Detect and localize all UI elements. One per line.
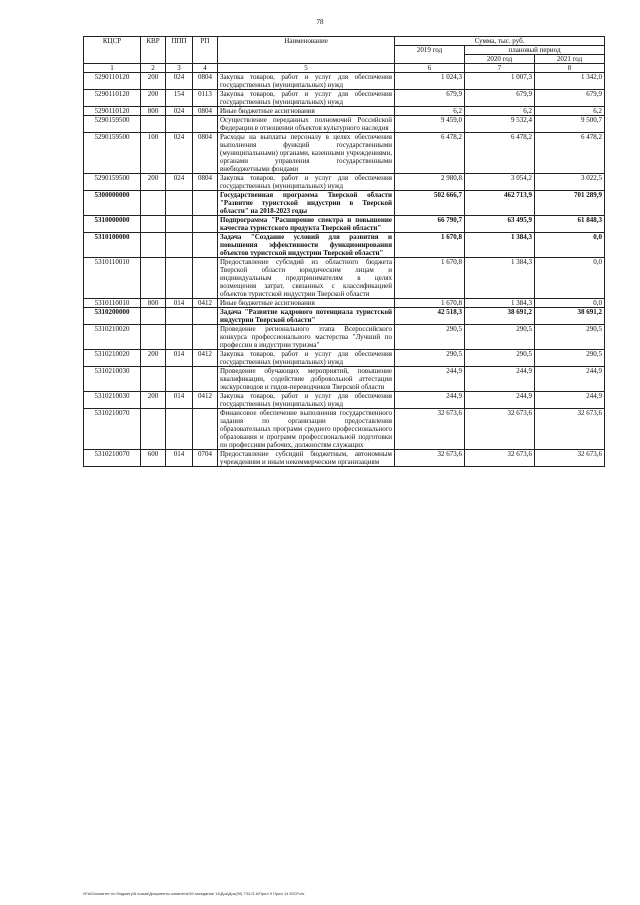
kvr-cell: 100 xyxy=(141,133,166,174)
amount-2021-cell: 679,9 xyxy=(535,90,605,107)
amount-2020-cell: 3 054,2 xyxy=(465,174,535,191)
table-row xyxy=(84,73,605,90)
table-row xyxy=(84,258,605,299)
ppp-cell xyxy=(166,216,193,233)
kcsr-cell: 5310100000 xyxy=(84,233,141,258)
rp-cell: 0113 xyxy=(193,90,218,107)
rp-cell: 0804 xyxy=(193,174,218,191)
amount-2021-cell: 0,0 xyxy=(535,299,605,308)
kvr-cell xyxy=(141,325,166,350)
kvr-cell xyxy=(141,367,166,392)
rp-cell xyxy=(193,216,218,233)
name-cell: Задача "Создание условий для развития и повышения эффективности функционирования объектов туристской индустрии Тверской области" xyxy=(218,233,395,258)
amount-2019-cell: 290,5 xyxy=(395,350,465,367)
rp-cell xyxy=(193,308,218,325)
table-row xyxy=(84,90,605,107)
kvr-cell: 200 xyxy=(141,350,166,367)
table-row xyxy=(84,350,605,367)
ppp-cell xyxy=(166,258,193,299)
name-cell: Проведение регионального этапа Всероссийского конкурса профессионального мастерства "Лучший по профессии в индустрии туризма" xyxy=(218,325,395,350)
amount-2019-cell: 1 670,8 xyxy=(395,233,465,258)
kcsr-cell: 5290110120 xyxy=(84,90,141,107)
kcsr-cell: 5310210030 xyxy=(84,392,141,409)
rp-cell xyxy=(193,325,218,350)
table-row xyxy=(84,409,605,450)
col-header-sum: Сумма, тыс. руб. xyxy=(395,37,605,46)
col-header-ppp: ППП xyxy=(166,37,193,64)
col-number: 8 xyxy=(535,64,605,73)
kvr-cell xyxy=(141,216,166,233)
kcsr-cell: 5310210070 xyxy=(84,409,141,450)
kvr-cell: 800 xyxy=(141,299,166,308)
col-header-2019: 2019 год xyxy=(395,46,465,64)
kcsr-cell: 5310110010 xyxy=(84,258,141,299)
amount-2019-cell: 290,5 xyxy=(395,325,465,350)
kvr-cell: 200 xyxy=(141,392,166,409)
kvr-cell: 200 xyxy=(141,174,166,191)
amount-2020-cell: 6 478,2 xyxy=(465,133,535,174)
kvr-cell: 600 xyxy=(141,450,166,467)
col-header-2021: 2021 год xyxy=(535,55,605,64)
table-row xyxy=(84,233,605,258)
budget-table xyxy=(83,36,605,467)
name-cell: Финансовое обеспечение выполнения государственного задания по организации предоставления образовательных программ среднего профессионального образования и программ профессиональной подготовки по профессиям рабочих, должностям служащих xyxy=(218,409,395,450)
amount-2019-cell: 502 666,7 xyxy=(395,191,465,216)
amount-2019-cell: 6,2 xyxy=(395,107,465,116)
ppp-cell xyxy=(166,191,193,216)
kcsr-cell: 5310200000 xyxy=(84,308,141,325)
rp-cell xyxy=(193,409,218,450)
amount-2019-cell: 32 673,6 xyxy=(395,409,465,450)
rp-cell: 0704 xyxy=(193,450,218,467)
amount-2019-cell: 2 980,8 xyxy=(395,174,465,191)
amount-2020-cell: 1 007,3 xyxy=(465,73,535,90)
kcsr-cell: 5310000000 xyxy=(84,216,141,233)
ppp-cell xyxy=(166,325,193,350)
name-cell: Иные бюджетные ассигнования xyxy=(218,107,395,116)
amount-2021-cell: 701 289,9 xyxy=(535,191,605,216)
rp-cell: 0804 xyxy=(193,107,218,116)
col-header-rp: РП xyxy=(193,37,218,64)
amount-2021-cell: 6,2 xyxy=(535,107,605,116)
name-cell: Предоставление субсидий бюджетным, автономным учреждениям и иным некоммерческим организациям xyxy=(218,450,395,467)
amount-2021-cell: 61 848,3 xyxy=(535,216,605,233)
col-number: 7 xyxy=(465,64,535,73)
col-header-kvr: КВР xyxy=(141,37,166,64)
kvr-cell: 800 xyxy=(141,107,166,116)
ppp-cell xyxy=(166,367,193,392)
amount-2020-cell: 462 713,9 xyxy=(465,191,535,216)
table-row xyxy=(84,107,605,116)
kcsr-cell: 5290110120 xyxy=(84,73,141,90)
ppp-cell: 024 xyxy=(166,107,193,116)
name-cell: Закупка товаров, работ и услуг для обеспечения государственных (муниципальных) нужд xyxy=(218,73,395,90)
ppp-cell: 014 xyxy=(166,392,193,409)
table-row xyxy=(84,133,605,174)
table-row xyxy=(84,308,605,325)
name-cell: Закупка товаров, работ и услуг для обеспечения государственных (муниципальных) нужд xyxy=(218,392,395,409)
amount-2020-cell: 63 495,9 xyxy=(465,216,535,233)
amount-2021-cell: 244,9 xyxy=(535,367,605,392)
table-row xyxy=(84,325,605,350)
col-number: 4 xyxy=(193,64,218,73)
kvr-cell xyxy=(141,191,166,216)
rp-cell xyxy=(193,367,218,392)
amount-2019-cell: 6 478,2 xyxy=(395,133,465,174)
table-row xyxy=(84,392,605,409)
amount-2020-cell: 244,9 xyxy=(465,367,535,392)
rp-cell: 0412 xyxy=(193,350,218,367)
amount-2021-cell: 0,0 xyxy=(535,258,605,299)
ppp-cell xyxy=(166,409,193,450)
col-header-name: Наименование xyxy=(218,37,395,64)
rp-cell: 0804 xyxy=(193,133,218,174)
amount-2019-cell: 679,9 xyxy=(395,90,465,107)
column-numbers-row xyxy=(84,64,605,73)
rp-cell xyxy=(193,191,218,216)
rp-cell: 0412 xyxy=(193,392,218,409)
amount-2021-cell: 1 342,0 xyxy=(535,73,605,90)
ppp-cell xyxy=(166,308,193,325)
amount-2021-cell: 6 478,2 xyxy=(535,133,605,174)
amount-2020-cell: 9 532,4 xyxy=(465,116,535,133)
table-row xyxy=(84,367,605,392)
table-row xyxy=(84,116,605,133)
kcsr-cell: 5310210070 xyxy=(84,450,141,467)
amount-2020-cell: 290,5 xyxy=(465,350,535,367)
amount-2020-cell: 244,9 xyxy=(465,392,535,409)
rp-cell xyxy=(193,258,218,299)
table-row xyxy=(84,299,605,308)
amount-2019-cell: 32 673,6 xyxy=(395,450,465,467)
name-cell: Закупка товаров, работ и услуг для обеспечения государственных (муниципальных) нужд xyxy=(218,350,395,367)
name-cell: Закупка товаров, работ и услуг для обеспечения государственных (муниципальных) нужд xyxy=(218,174,395,191)
amount-2019-cell: 244,9 xyxy=(395,367,465,392)
col-header-planned: плановый период xyxy=(465,46,605,55)
col-number: 5 xyxy=(218,64,395,73)
kcsr-cell: 5290159500 xyxy=(84,116,141,133)
col-number: 3 xyxy=(166,64,193,73)
amount-2021-cell: 290,5 xyxy=(535,350,605,367)
amount-2020-cell: 1 384,3 xyxy=(465,233,535,258)
amount-2021-cell: 290,5 xyxy=(535,325,605,350)
kcsr-cell: 5290159500 xyxy=(84,133,141,174)
name-cell: Иные бюджетные ассигнования xyxy=(218,299,395,308)
name-cell: Проведение обучающих мероприятий, повышение квалификации, содействие добровольной аттестации экскурсоводов и гидов-переводчиков Тверской области xyxy=(218,367,395,392)
name-cell: Предоставление субсидий из областного бюджета Тверской области юридическим лицам и индивидуальным предпринимателям в целях возмещения затрат, связанных с классификацией объектов туристской индустрии Тверской области xyxy=(218,258,395,299)
ppp-cell: 024 xyxy=(166,133,193,174)
ppp-cell xyxy=(166,233,193,258)
kvr-cell xyxy=(141,258,166,299)
rp-cell xyxy=(193,233,218,258)
amount-2020-cell: 290,5 xyxy=(465,325,535,350)
col-number: 2 xyxy=(141,64,166,73)
col-header-2020: 2020 год xyxy=(465,55,535,64)
name-cell: Закупка товаров, работ и услуг для обеспечения государственных (муниципальных) нужд xyxy=(218,90,395,107)
name-cell: Подпрограмма "Расширение спектра и повышение качества туристского продукта Тверской области" xyxy=(218,216,395,233)
ppp-cell: 024 xyxy=(166,174,193,191)
ppp-cell: 154 xyxy=(166,90,193,107)
name-cell: Задача "Развитие кадрового потенциала туристской индустрии Тверской области" xyxy=(218,308,395,325)
kvr-cell xyxy=(141,308,166,325)
amount-2020-cell: 6,2 xyxy=(465,107,535,116)
col-number: 6 xyxy=(395,64,465,73)
file-path-footer: \\Fs01\комитет по бюджету\6 созыв\Документы комитета\39 заседание 14\Док\Док(39) 734-П-6\Прил 9 Прил 14 ЮСР.xls xyxy=(83,891,305,896)
amount-2019-cell: 66 790,7 xyxy=(395,216,465,233)
amount-2019-cell: 42 518,3 xyxy=(395,308,465,325)
ppp-cell: 014 xyxy=(166,350,193,367)
name-cell: Осуществление переданных полномочий Российской Федерации в отношении объектов культурного наследия xyxy=(218,116,395,133)
kcsr-cell: 5290110120 xyxy=(84,107,141,116)
amount-2020-cell: 32 673,6 xyxy=(465,409,535,450)
amount-2021-cell: 0,0 xyxy=(535,233,605,258)
table-body xyxy=(84,73,605,467)
col-header-kcsr: КЦСР xyxy=(84,37,141,64)
kcsr-cell: 5310210020 xyxy=(84,350,141,367)
kvr-cell: 200 xyxy=(141,90,166,107)
rp-cell: 0412 xyxy=(193,299,218,308)
amount-2019-cell: 244,9 xyxy=(395,392,465,409)
amount-2020-cell: 1 384,3 xyxy=(465,258,535,299)
amount-2021-cell: 3 022,5 xyxy=(535,174,605,191)
amount-2020-cell: 679,9 xyxy=(465,90,535,107)
amount-2021-cell: 9 500,7 xyxy=(535,116,605,133)
amount-2020-cell: 38 691,2 xyxy=(465,308,535,325)
kcsr-cell: 5310210030 xyxy=(84,367,141,392)
amount-2021-cell: 38 691,2 xyxy=(535,308,605,325)
table-row xyxy=(84,450,605,467)
amount-2019-cell: 9 459,0 xyxy=(395,116,465,133)
table-row xyxy=(84,191,605,216)
ppp-cell: 014 xyxy=(166,299,193,308)
table-row xyxy=(84,216,605,233)
kcsr-cell: 5290159500 xyxy=(84,174,141,191)
kvr-cell: 200 xyxy=(141,73,166,90)
amount-2019-cell: 1 024,3 xyxy=(395,73,465,90)
amount-2021-cell: 244,9 xyxy=(535,392,605,409)
kvr-cell xyxy=(141,116,166,133)
amount-2021-cell: 32 673,6 xyxy=(535,450,605,467)
amount-2020-cell: 32 673,6 xyxy=(465,450,535,467)
ppp-cell: 014 xyxy=(166,450,193,467)
kvr-cell xyxy=(141,409,166,450)
amount-2019-cell: 1 670,8 xyxy=(395,299,465,308)
name-cell: Расходы на выплаты персоналу в целях обеспечения выполнения функций государственными (муниципальными) органами, казенными учреждениями, органами управления государственными внебюджетными фондами xyxy=(218,133,395,174)
ppp-cell xyxy=(166,116,193,133)
col-number: 1 xyxy=(84,64,141,73)
table-row xyxy=(84,174,605,191)
amount-2019-cell: 1 670,8 xyxy=(395,258,465,299)
page-number: 78 xyxy=(316,18,324,26)
kcsr-cell: 5310210020 xyxy=(84,325,141,350)
rp-cell: 0804 xyxy=(193,73,218,90)
rp-cell xyxy=(193,116,218,133)
amount-2020-cell: 1 384,3 xyxy=(465,299,535,308)
amount-2021-cell: 32 673,6 xyxy=(535,409,605,450)
ppp-cell: 024 xyxy=(166,73,193,90)
kvr-cell xyxy=(141,233,166,258)
kcsr-cell: 5310110010 xyxy=(84,299,141,308)
name-cell: Государственная программа Тверской области "Развитие туристской индустрии в Тверской области" на 2018-2023 годы xyxy=(218,191,395,216)
kcsr-cell: 5300000000 xyxy=(84,191,141,216)
